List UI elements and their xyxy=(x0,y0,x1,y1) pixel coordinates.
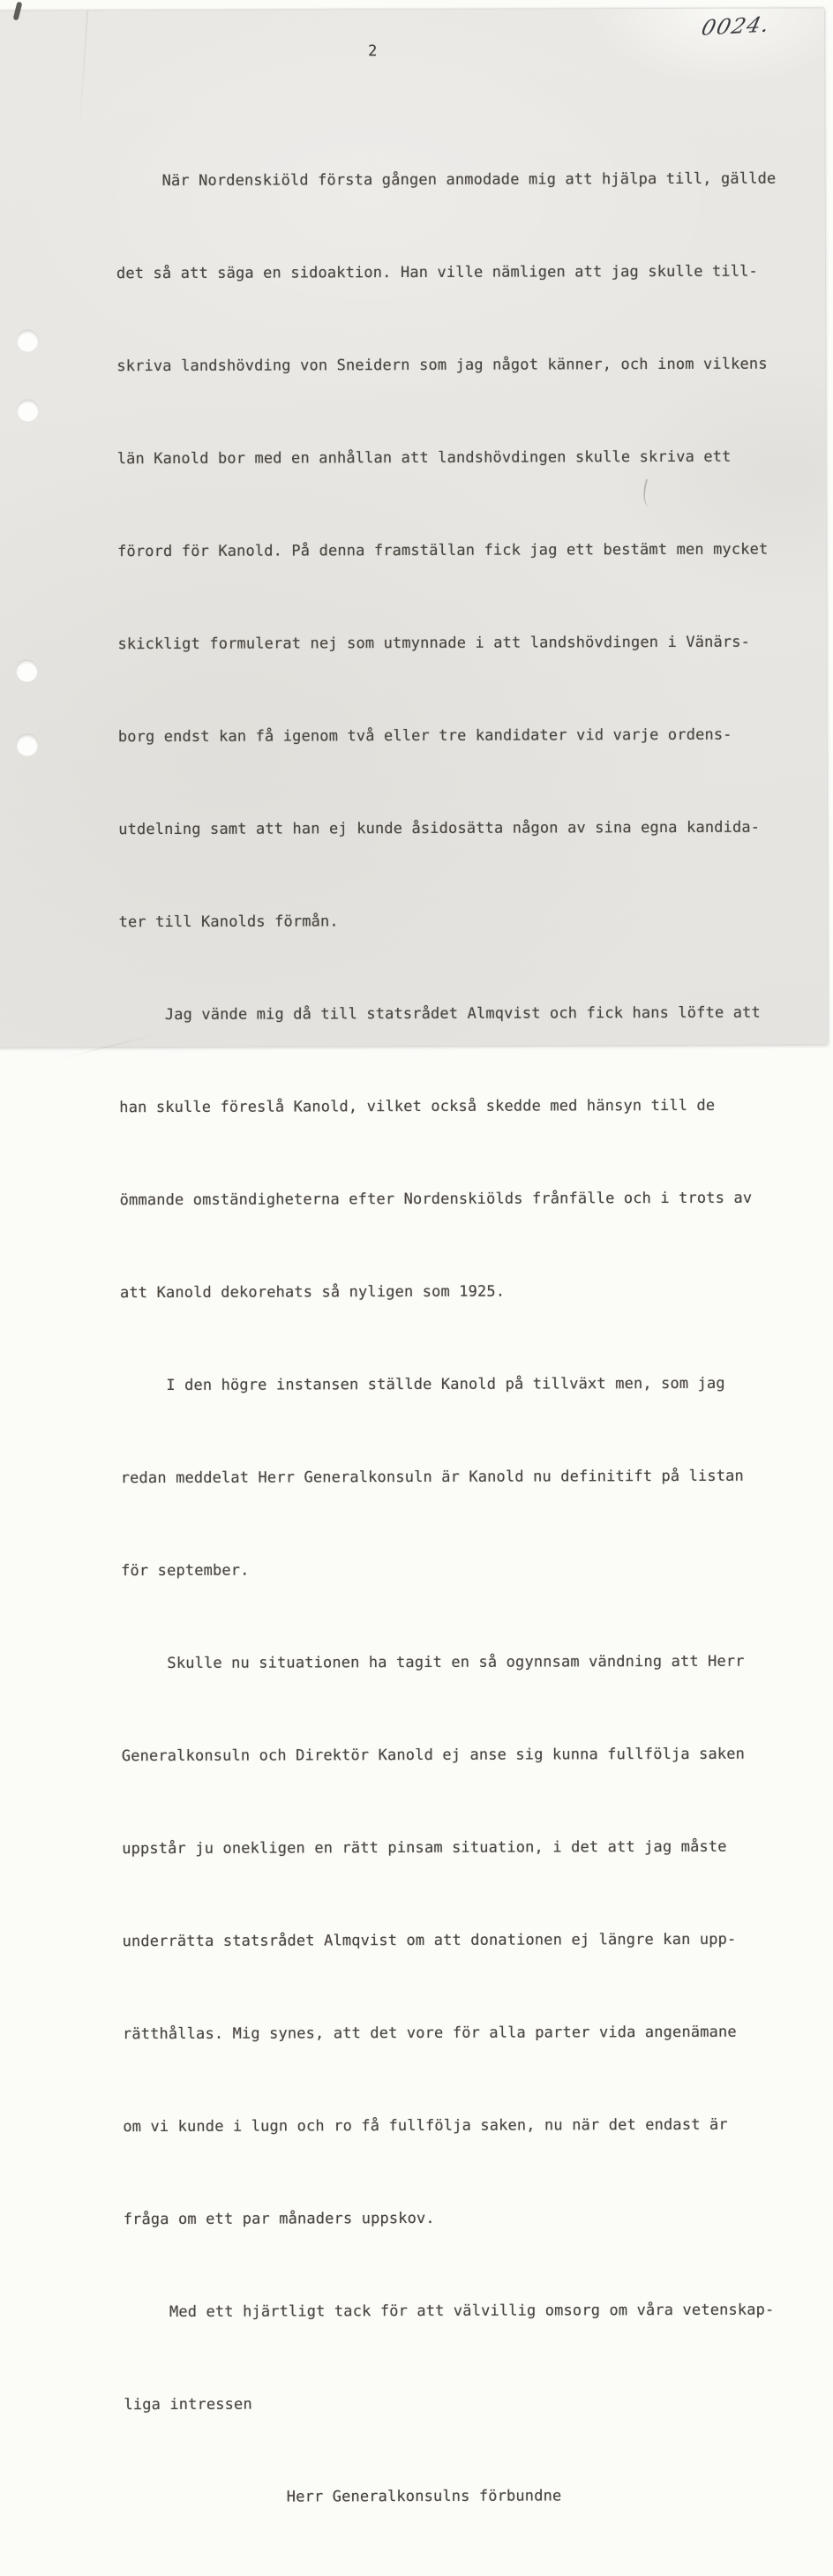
punch-hole xyxy=(17,330,38,351)
punch-hole xyxy=(17,400,38,421)
letter-line: borg endst kan få igenom två eller tre kandidater vid varje ordens- xyxy=(117,725,732,747)
letter-closing-line: Herr Generalkonsulns förbundne xyxy=(286,2487,562,2506)
letter-line: När Nordenskiöld första gången anmodade mig att hjälpa till, gällde xyxy=(116,169,777,191)
letter-line: redan meddelat Herr Generalkonsuln är Kanold nu definitift på listan xyxy=(120,1467,744,1488)
document-page xyxy=(0,8,828,2506)
letter-line: uppstår ju onekligen en rätt pinsam situation, i det att jag måste xyxy=(122,1837,727,1859)
paper-crease xyxy=(78,11,88,143)
letter-line: Jag vände mig då till statsrådet Almqvist och fick hans löfte att xyxy=(118,1003,761,1025)
letter-line: Med ett hjärtligt tack för att välvillig omsorg om våra vetenskap- xyxy=(124,2301,775,2322)
letter-line: utdelning samt att han ej kunde åsidosätta någon av sina egna kandida- xyxy=(118,818,761,839)
letter-line: I den högre instansen ställde Kanold på tillväxt men, som jag xyxy=(120,1374,725,1395)
letter-line: förord för Kanold. På denna framställan fick jag ett bestämt men mycket xyxy=(117,540,769,561)
letter-line: om vi kunde i lugn och ro få fullfölja saken, nu när det endast är xyxy=(123,2115,728,2137)
letter-line: Skulle nu situationen ha tagit en så ogynnsam vändning att Herr xyxy=(121,1652,745,1673)
letter-line: det så att säga en sidoaktion. Han ville nämligen att jag skulle till- xyxy=(116,262,758,283)
letter-line: han skulle föreslå Kanold, vilket också skedde med hänsyn till de xyxy=(119,1096,716,1117)
letter-line: att Kanold dekorehats så nyligen som 1925. xyxy=(119,1282,506,1303)
letter-line: rätthållas. Mig synes, att det vore för alla parter vida angenämane xyxy=(122,2023,737,2044)
punch-hole xyxy=(17,734,38,755)
letter-line: skriva landshövding von Sneidern som jag något känner, och inom vilkens xyxy=(116,355,768,376)
letter-line: underrätta statsrådet Almqvist om att donationen ej längre kan upp- xyxy=(122,1930,737,1951)
letter-line: län Kanold bor med en anhållan att landshövdingen skulle skriva ett xyxy=(116,447,732,469)
handwritten-folio-number: 0024. xyxy=(699,11,773,41)
letter-line: skickligt formulerat nej som utmynnade i att landshövdingen i Vänärs- xyxy=(117,633,751,654)
punch-hole xyxy=(17,660,38,681)
letter-line: Generalkonsuln och Direktör Kanold ej anse sig kunna fullfölja saken xyxy=(121,1745,746,1766)
letter-line: ter till Kanolds förmån. xyxy=(118,912,339,932)
typed-letter-body xyxy=(116,101,806,2575)
letter-line: ömmande omständigheterna efter Nordenskiölds frånfälle och i trots av xyxy=(119,1189,753,1210)
letter-line: liga intressen xyxy=(124,2395,252,2415)
letter-line: för september. xyxy=(121,1561,250,1581)
page-number: 2 xyxy=(368,42,378,61)
letter-line: fråga om ett par månaders uppskov. xyxy=(123,2209,435,2229)
